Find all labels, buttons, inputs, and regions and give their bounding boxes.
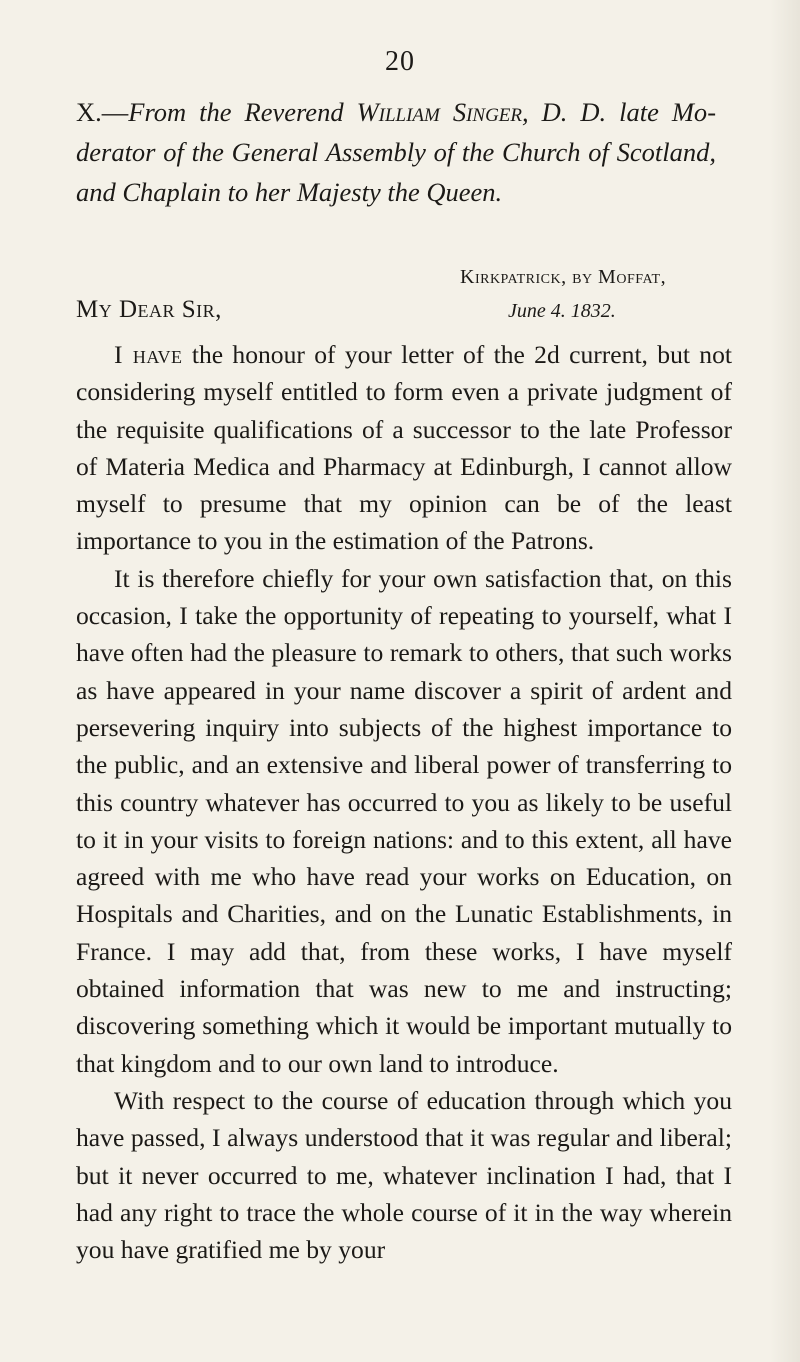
paragraph-1-lead: I have (114, 340, 183, 369)
heading-dash: — (101, 97, 129, 127)
heading-author-name: William Singer, (356, 97, 529, 127)
paragraph-3: With respect to the course of education through which you have passed, I always understood that it was regular and liberal; but it never occurred to me, whatever inclination I had, that I had any right to trace the whole course of it in the way wherein you have gratified me by your (76, 1085, 732, 1265)
heading-author-titles: D. D. late Moderator of the General Assembly of the Church of Scotland, and Chaplain to her Majesty the Queen. (76, 97, 717, 207)
date-text: June 4. 1832. (508, 300, 616, 322)
paragraph-1-text: the honour of your letter of the 2d current, but not considering myself entitled to form even a private judgment of the requisite qualifications of a successor to the late Professor of Materia Medica and Pharmacy at Edinburgh, I cannot allow myself to presume that my opinion can be of the least importance to you in the estimation of the Patrons. (76, 340, 732, 556)
dateline-date (508, 300, 616, 323)
heading-from: From the Reverend (128, 97, 357, 127)
letter-heading (76, 92, 716, 212)
paragraph-2: It is therefore chiefly for your own satisfaction that, on this occasion, I take the opportunity of repeating to yourself, what I have often had the pleasure to remark to others, that such works as have appeared in your name discover a spirit of ardent and persevering inquiry into subjects of the highest importance to the public, and an extensive and liberal power of transferring to this country whatever has occurred to you as likely to be useful to it in your visits to foreign nations: and to this extent, all have agreed with me who have read your works on Education, on Hospitals and Charities, and on the Lunatic Establishments, in France. I may add that, from these works, I have myself obtained information that was new to me and instructing; discovering something which it would be important mutually to that kingdom and to our own land to introduce. (76, 563, 732, 1078)
letter-numeral: X. (76, 97, 102, 127)
letter-body (76, 336, 732, 1268)
page-number: 20 (385, 46, 415, 77)
dateline-place: Kirkpatrick, by Moffat, (460, 266, 667, 288)
salutation: My Dear Sir, (76, 296, 222, 323)
paragraph-1 (76, 336, 732, 560)
